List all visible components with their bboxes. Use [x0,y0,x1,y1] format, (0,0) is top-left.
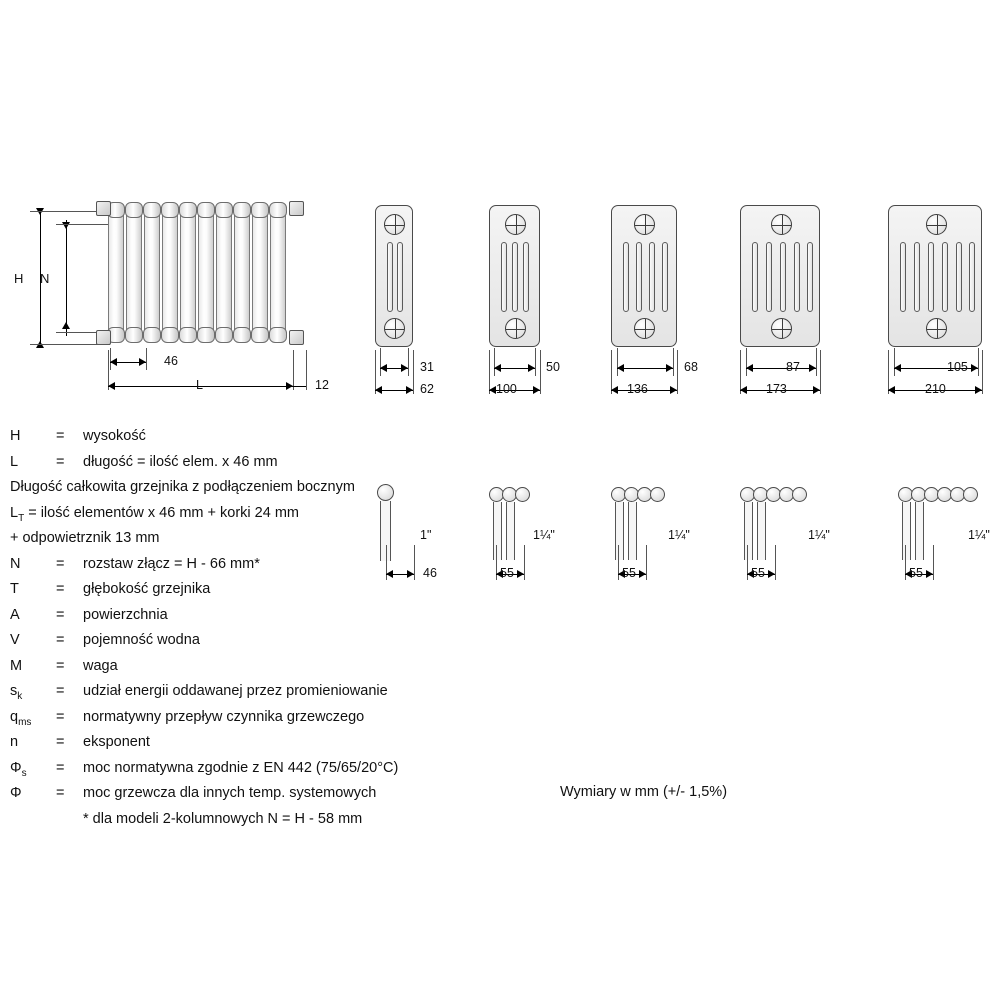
connector-stem [506,502,515,560]
legend-symbol: $q_{ms}$ [10,708,32,728]
thread-label: 1¼" [668,528,690,542]
legend-equals: = [56,581,65,597]
dim-label-46: 46 [164,354,178,368]
connector-port [650,487,665,502]
section-outline [489,205,540,347]
port-circle-top [384,214,405,235]
legend-text: waga [83,657,118,674]
legend-text: wysokość [83,428,146,444]
dim-label-outer: 136 [627,382,648,396]
dim-label-inner: 50 [546,360,560,374]
column-slot [752,242,758,312]
legend-row-A [8,603,478,629]
dim-line-inner [746,368,816,369]
ext-conn-right [646,545,647,580]
legend-row-T [8,577,478,603]
thread-label: 1" [420,528,432,542]
port-circle-top [505,214,526,235]
dim-line-inner [617,368,673,369]
connector-stem [493,502,502,560]
legend-symbol: A [10,606,20,623]
section-outline [375,205,413,347]
legend-note-lt [8,501,478,527]
legend-equals: = [56,759,65,776]
connector-stem [902,502,911,560]
dim-outer-arrow-left [375,386,382,394]
port-circle-top [771,214,792,235]
legend-symbol: M [10,657,23,674]
radiator-endcap [96,330,111,345]
n-ext-top [56,224,111,225]
column-slot [523,242,529,312]
legend-note-vent: + odpowietrznik 13 mm [10,530,160,546]
thread-label: 1¼" [808,528,830,542]
legend-note-total-length: Długość całkowita grzejnika z podłączeniem bocznym [10,479,355,495]
ext-conn-right [524,545,525,580]
thread-label: 1¼" [968,528,990,542]
ext-inner-right [408,348,409,376]
legend-symbol: $\Phi_s$ [10,759,27,779]
dim-conn-arrow-right [926,570,933,578]
section-outline [611,205,677,347]
legend-symbol: L [10,453,19,470]
connector-port [515,487,530,502]
legend [8,424,478,832]
ext-inner-right [673,348,674,376]
legend-equals: = [56,785,65,801]
dim-inner-arrow-right [528,364,535,372]
section-outline [888,205,982,347]
dim-label-12: 12 [315,378,329,392]
connector-stem [615,502,624,560]
dim-46-arrow-left [110,358,117,366]
column-slot [807,242,813,312]
dim-label-inner: 105 [947,360,968,374]
radiator-column [216,205,232,340]
legend-text: moc grzewcza dla innych temp. systemowych [83,785,377,801]
connector-stem [628,502,637,560]
connector-port [792,487,807,502]
ext-outer-right [820,350,821,394]
radiator-endcap [96,201,111,216]
column-slot [512,242,518,312]
ext-outer-right [540,350,541,394]
ext-outer-right [677,350,678,394]
dim-46-arrow-right [139,358,146,366]
dim-label-outer: 173 [766,382,787,396]
legend-equals: = [56,555,65,572]
port-circle-bottom [771,318,792,339]
ext-inner-right [816,348,817,376]
radiator-column [126,205,142,340]
column-slot [387,242,393,312]
legend-text: długość = ilość elem. x 46 mm [83,453,278,470]
legend-text: udział energii oddawanej przez promieniowanie [83,683,388,699]
legend-symbol: V [10,632,20,648]
radiator-column [162,205,178,340]
dim-label-conn: 55 [622,566,636,580]
dim-inner-arrow-right [971,364,978,372]
legend-symbol: N [10,555,21,572]
column-slot [914,242,920,312]
legend-text: eksponent [83,734,150,750]
legend-text: normatywny przepływ czynnika grzewczego [83,708,365,725]
legend-equals: = [56,428,65,444]
dim-inner-arrow-left [746,364,753,372]
column-slot [397,242,403,312]
column-slot [766,242,772,312]
dim-label-inner: 31 [420,360,434,374]
ext-46-right [146,348,147,370]
column-slot [794,242,800,312]
port-circle-bottom [634,318,655,339]
column-slot [649,242,655,312]
legend-symbol: T [10,581,19,597]
ext-inner-right [535,348,536,376]
legend-row-V [8,628,478,654]
legend-equals: = [56,683,65,699]
legend-text: rozstaw złącz = H - 66 mm* [83,555,260,572]
ext-conn-right [933,545,934,580]
legend-row-N [8,552,478,578]
radiator-column [252,205,268,340]
radiator-column [234,205,250,340]
legend-symbol: n [10,734,19,750]
dim-label-conn: 55 [909,566,923,580]
dim-label-inner: 87 [786,360,800,374]
legend-symbol-lt: L [10,504,19,521]
legend-equals: = [56,606,65,623]
dim-conn-arrow-right [768,570,775,578]
dim-inner-arrow-right [401,364,408,372]
column-slot [956,242,962,312]
h-label: H [14,271,24,286]
dim-inner-arrow-right [666,364,673,372]
ext-inner-right [978,348,979,376]
column-slot [636,242,642,312]
ext-outer-right [413,350,414,394]
n-dimension-line [66,220,67,336]
column-slot [780,242,786,312]
column-slot [501,242,507,312]
legend-equals: = [56,632,65,648]
legend-row-qms [8,705,478,731]
port-circle-top [926,214,947,235]
dim-inner-arrow-right [809,364,816,372]
dim-inner-arrow-left [617,364,624,372]
ext-12-right [306,350,307,390]
connector-stem [744,502,753,560]
dim-label-conn: 55 [751,566,765,580]
legend-note-lt-rest: = ilość elementów x 46 mm + korki 24 mm [24,504,299,521]
dim-outer-arrow-left [489,386,496,394]
column-slot [900,242,906,312]
legend-row-H [8,424,478,450]
port-circle-bottom [384,318,405,339]
legend-row-n [8,730,478,756]
radiator-column [270,205,286,340]
port-circle-bottom [926,318,947,339]
column-slot [662,242,668,312]
radiator-column [198,205,214,340]
legend-row-phi-s [8,756,478,782]
dim-conn-arrow-right [639,570,646,578]
connector-stem [757,502,766,560]
dim-outer-arrow-right [406,386,413,394]
legend-symbol: Φ [10,785,22,801]
column-slot [623,242,629,312]
dim-L-arrow-left [108,382,115,390]
dim-inner-arrow-left [380,364,387,372]
legend-text: moc normatywna zgodnie z EN 442 (75/65/20°C) [83,759,399,776]
dim-outer-arrow-right [813,386,820,394]
n-arrow-bottom [62,322,70,329]
dim-label-inner: 68 [684,360,698,374]
dim-label-L: L [196,378,203,392]
port-circle-bottom [505,318,526,339]
legend-symbol: $s_k$ [10,683,23,702]
n-label: N [40,271,50,286]
dim-label-outer: 210 [925,382,946,396]
legend-symbol-lt-sub: T [18,512,25,524]
radiator-endcap [289,330,304,345]
legend-text: głębokość grzejnika [83,581,211,597]
dim-label-conn: 55 [500,566,514,580]
ext-L-right [293,350,294,390]
units-note: Wymiary w mm (+/- 1,5%) [560,784,728,800]
radiator-column [108,205,124,340]
radiator-column [144,205,160,340]
legend-equals: = [56,657,65,674]
dim-inner-arrow-left [494,364,501,372]
legend-footnote: * dla modeli 2-kolumnowych N = H - 58 mm [83,810,363,827]
legend-text: powierzchnia [83,606,168,623]
ext-conn-right [775,545,776,580]
radiator-column [180,205,196,340]
radiator-endcap [289,201,304,216]
legend-equals: = [56,708,65,725]
legend-equals: = [56,453,65,470]
dim-label-conn: 46 [423,566,437,580]
dim-L-arrow-right [286,382,293,390]
legend-equals: = [56,734,65,750]
legend-text: pojemność wodna [83,632,200,648]
dim-conn-arrow-right [517,570,524,578]
dim-label-outer: 100 [496,382,517,396]
dim-outer-arrow-right [670,386,677,394]
dim-outer-arrow-left [611,386,618,394]
connector-stem [915,502,924,560]
thread-label: 1¼" [533,528,555,542]
legend-row-sk [8,679,478,705]
column-slot [942,242,948,312]
dim-outer-arrow-left [740,386,747,394]
dim-outer-arrow-right [533,386,540,394]
dim-inner-arrow-left [894,364,901,372]
connector-port [963,487,978,502]
port-circle-top [634,214,655,235]
legend-row-M [8,654,478,680]
column-slot [969,242,975,312]
dim-outer-arrow-left [888,386,895,394]
ext-outer-right [982,350,983,394]
dim-label-outer: 62 [420,382,434,396]
column-slot [928,242,934,312]
legend-row-L [8,450,478,476]
section-outline [740,205,820,347]
legend-row-phi [8,781,478,807]
dim-outer-arrow-right [975,386,982,394]
dim-line-12 [293,386,306,387]
legend-symbol: H [10,428,21,444]
